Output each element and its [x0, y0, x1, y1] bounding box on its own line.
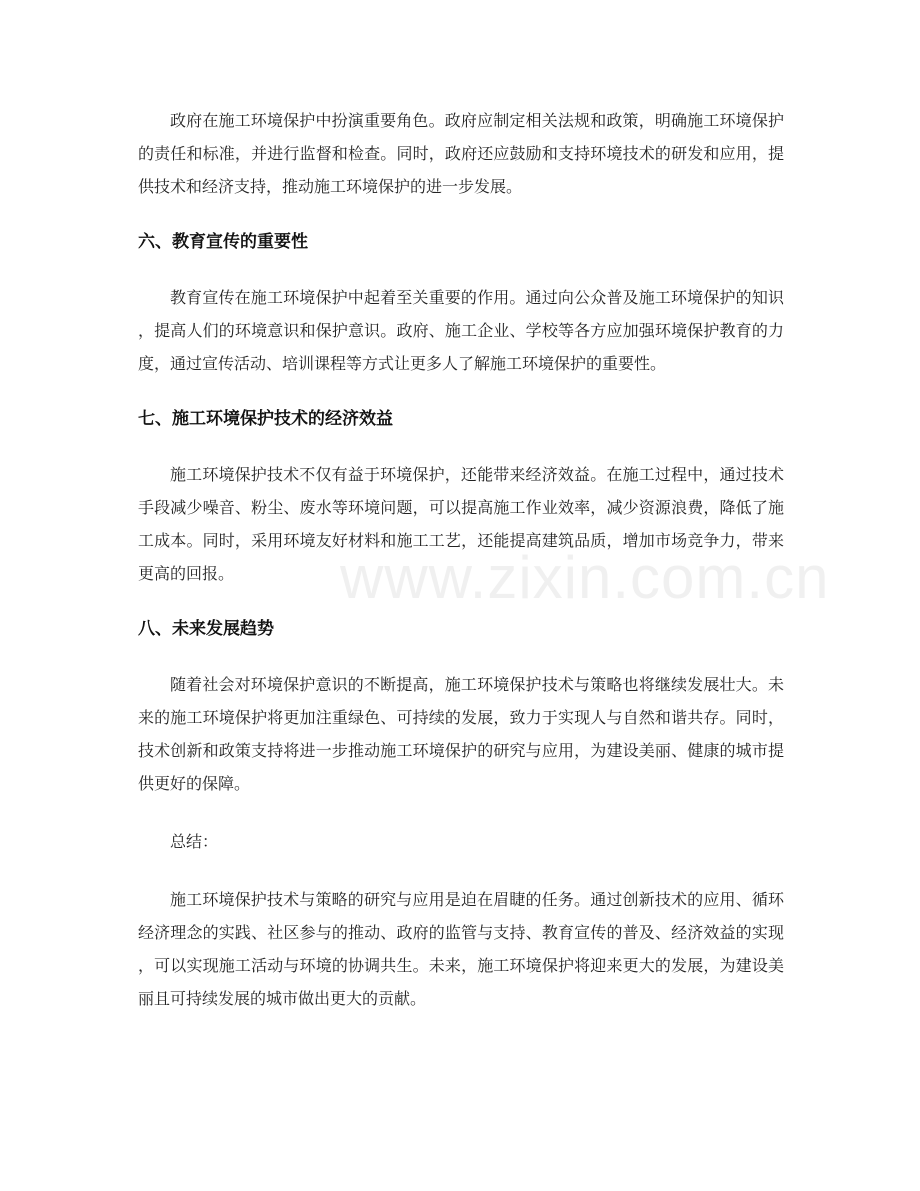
paragraph-government-role: 政府在施工环境保护中扮演重要角色。政府应制定相关法规和政策，明确施工环境保护的责任和标准，并进行监督和检查。同时，政府还应鼓励和支持环境技术的研发和应用，提供技术和经济支持，推动施工环境保护的进一步发展。 [138, 111, 784, 196]
section-heading-8: 八、未来发展趋势 [138, 619, 274, 639]
watermark: www.zixin.com.cn [340, 544, 830, 611]
paragraph-economic-benefit: 施工环境保护技术不仅有益于环境保护，还能带来经济效益。在施工过程中，通过技术手段减少噪音、粉尘、废水等环境问题，可以提高施工作业效率，减少资源浪费，降低了施工成本。同时，采用环境友好材料和施工工艺，还能提高建筑品质，增加市场竞争力，带来更高的回报。 [138, 465, 784, 583]
section-heading-7: 七、施工环境保护技术的经济效益 [138, 409, 393, 429]
section-heading-6: 六、教育宣传的重要性 [138, 232, 308, 252]
summary-label: 总结： [170, 832, 219, 851]
paragraph-summary: 施工环境保护技术与策略的研究与应用是迫在眉睫的任务。通过创新技术的应用、循环经济理念的实践、社区参与的推动、政府的监管与支持、教育宣传的普及、经济效益的实现，可以实现施工活动与环境的协调共生。未来，施工环境保护将迎来更大的发展，为建设美丽且可持续发展的城市做出更大的贡献。 [138, 890, 784, 1008]
paragraph-future-trend: 随着社会对环境保护意识的不断提高，施工环境保护技术与策略也将继续发展壮大。未来的施工环境保护将更加注重绿色、可持续的发展，致力于实现人与自然和谐共存。同时，技术创新和政策支持将进一步推动施工环境保护的研究与应用，为建设美丽、健康的城市提供更好的保障。 [138, 675, 784, 793]
paragraph-education: 教育宣传在施工环境保护中起着至关重要的作用。通过向公众普及施工环境保护的知识，提高人们的环境意识和保护意识。政府、施工企业、学校等各方应加强环境保护教育的力度，通过宣传活动、培训课程等方式让更多人了解施工环境保护的重要性。 [138, 288, 784, 373]
document-body [138, 104, 784, 1040]
